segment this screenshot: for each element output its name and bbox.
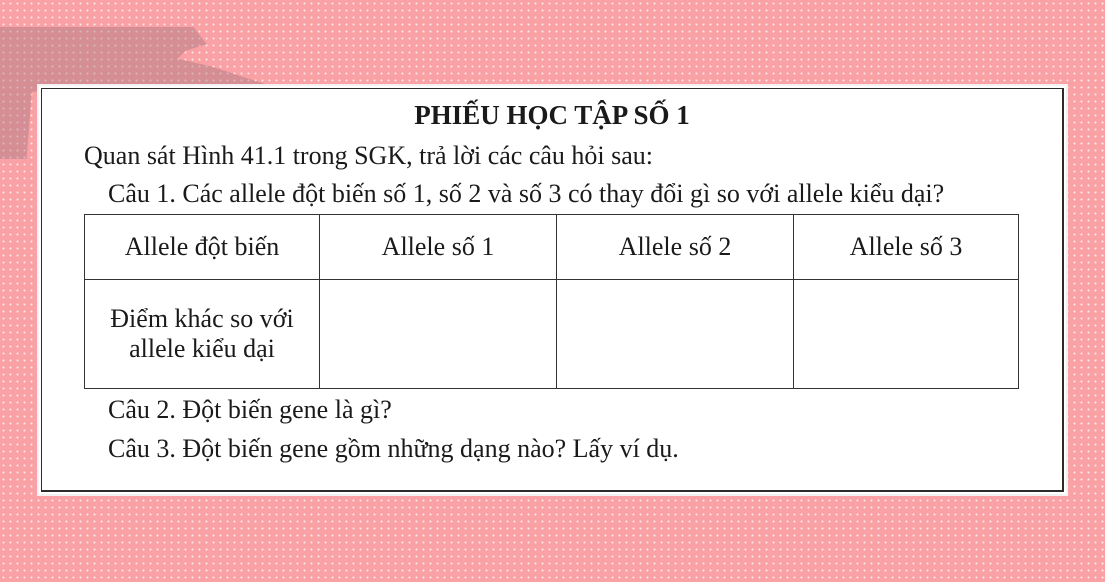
worksheet-card bbox=[37, 84, 1068, 496]
table-header-cell: Allele số 2 bbox=[557, 215, 794, 280]
table-row bbox=[85, 280, 1019, 389]
row-label-line: allele kiểu dại bbox=[129, 334, 275, 363]
row-label-cell bbox=[85, 280, 320, 389]
table-header-row bbox=[85, 215, 1019, 280]
question-2: Câu 2. Đột biến gene là gì? bbox=[108, 395, 392, 424]
answer-cell-allele-3 bbox=[794, 280, 1019, 389]
table-header-cell: Allele số 3 bbox=[794, 215, 1019, 280]
allele-comparison-table bbox=[84, 214, 1019, 389]
answer-cell-allele-1 bbox=[320, 280, 557, 389]
answer-cell-allele-2 bbox=[557, 280, 794, 389]
question-1: Câu 1. Các allele đột biến số 1, số 2 và số 3 có thay đổi gì so với allele kiểu dại? bbox=[108, 179, 945, 208]
row-label-line: Điểm khác so với bbox=[110, 304, 294, 333]
table-header-cell: Allele đột biến bbox=[85, 215, 320, 280]
worksheet-title: PHIẾU HỌC TẬP SỐ 1 bbox=[414, 100, 690, 130]
worksheet-intro: Quan sát Hình 41.1 trong SGK, trả lời các câu hỏi sau: bbox=[84, 141, 654, 170]
table-header-cell: Allele số 1 bbox=[320, 215, 557, 280]
question-3: Câu 3. Đột biến gene gồm những dạng nào? Lấy ví dụ. bbox=[108, 434, 679, 463]
worksheet-frame bbox=[41, 88, 1064, 492]
